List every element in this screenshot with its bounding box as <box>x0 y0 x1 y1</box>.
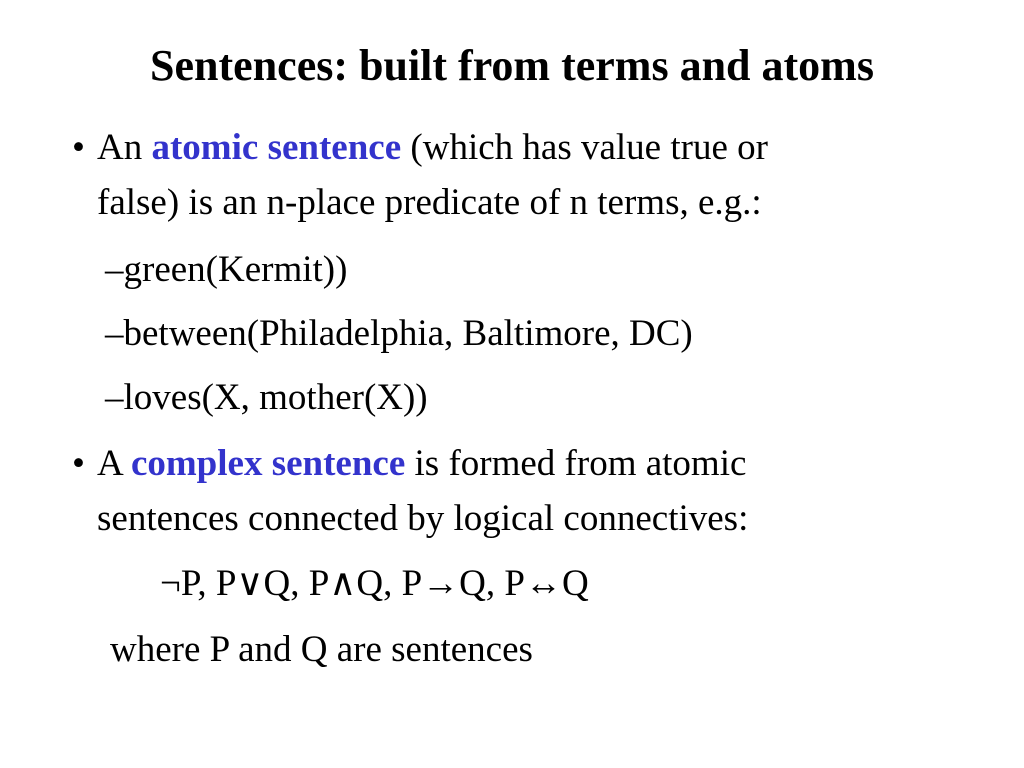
term-atomic-sentence: atomic sentence <box>151 127 402 168</box>
example-text: loves(X, mother(X)) <box>123 377 428 418</box>
bullet1-suffix: (which has value true or <box>401 127 768 168</box>
example-item <box>105 248 347 292</box>
bullet2-suffix: is formed from atomic <box>405 443 747 484</box>
connectives-note: where P and Q are sentences <box>110 629 533 670</box>
bullet-icon: • <box>72 127 85 168</box>
bullet-complex-sentence <box>72 442 746 486</box>
connectives-formula: ¬P, P∨Q, P∧Q, P→Q, P↔Q <box>160 563 589 604</box>
bullet1-continuation: false) is an n-place predicate of n terms, e.g.: <box>97 182 762 223</box>
term-complex-sentence: complex sentence <box>130 443 406 484</box>
dash-icon: – <box>105 313 124 354</box>
bullet-atomic-sentence <box>72 126 768 170</box>
dash-icon: – <box>105 249 124 290</box>
example-text: between(Philadelphia, Baltimore, DC) <box>123 313 693 354</box>
example-text: green(Kermit)) <box>123 249 348 290</box>
example-item <box>105 312 693 356</box>
bullet-icon: • <box>72 443 85 484</box>
dash-icon: – <box>105 377 124 418</box>
example-item <box>105 376 428 420</box>
slide-title: Sentences: built from terms and atoms <box>150 41 874 90</box>
bullet1-prefix: An <box>97 127 152 168</box>
bullet2-continuation: sentences connected by logical connectives: <box>97 498 749 539</box>
bullet2-prefix: A <box>97 443 131 484</box>
